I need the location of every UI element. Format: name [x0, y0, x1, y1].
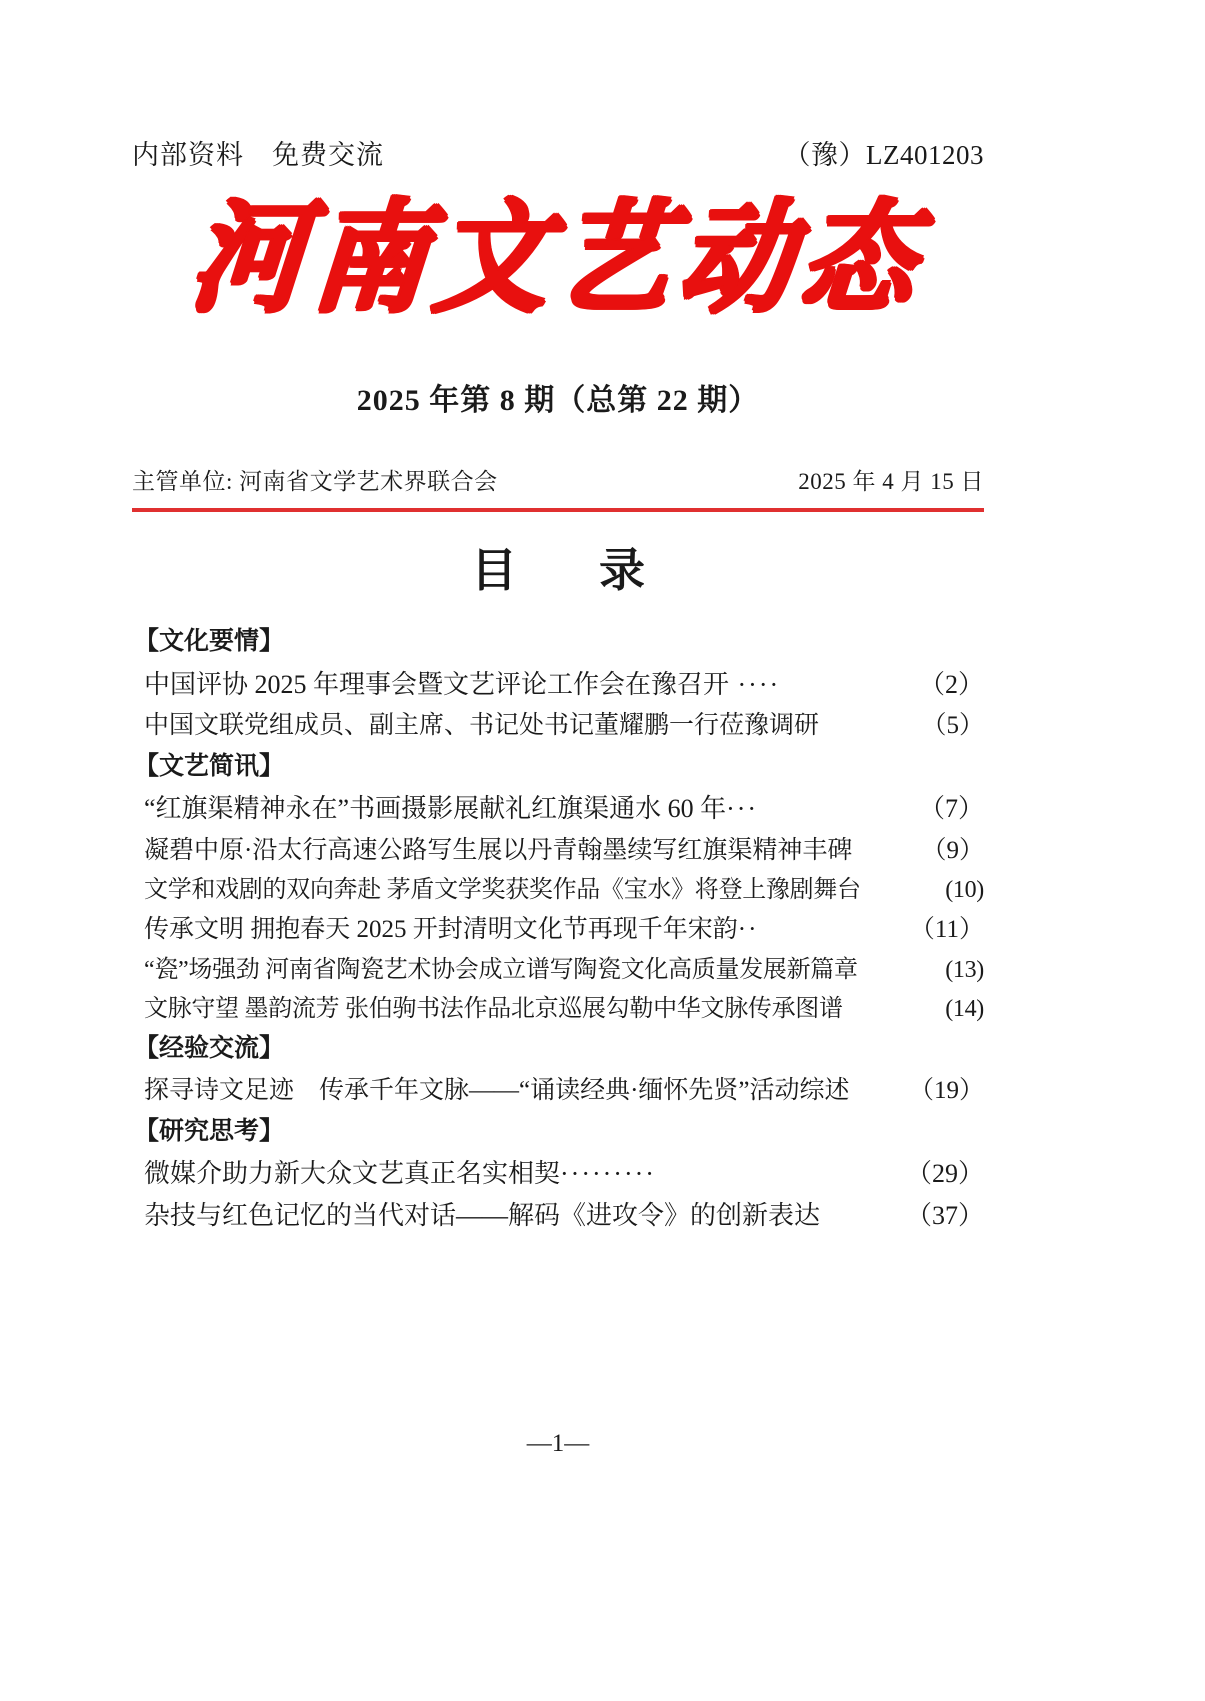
toc-entry-title: “瓷”场强劲 河南省陶瓷艺术协会成立谱写陶瓷文化高质量发展新篇章 — [144, 957, 858, 984]
toc-entry[interactable] — [144, 706, 984, 747]
toc-entry-title: 杂技与红色记忆的当代对话——解码《进攻令》的创新表达 — [144, 1201, 821, 1231]
internal-material-note: 内部资料 免费交流 — [132, 140, 384, 170]
toc-entry-page-number: （5） — [921, 711, 984, 739]
toc-entry[interactable] — [144, 1195, 984, 1237]
table-of-contents — [132, 622, 984, 1238]
toc-entry[interactable] — [144, 664, 984, 706]
toc-section-title: 【研究思考】 — [134, 1117, 285, 1145]
toc-entry-title: 文学和戏剧的双向奔赴 茅盾文学奖获奖作品《宝水》将登上豫剧舞台 — [144, 877, 861, 904]
toc-entry[interactable] — [144, 990, 984, 1029]
toc-entry-title: 中国评协 2025 年理事会暨文艺评论工作会在豫召开 — [144, 669, 730, 699]
toc-heading: 目 录 — [471, 545, 663, 596]
page-header — [132, 133, 984, 172]
toc-entry-page-number: （29） — [905, 1159, 984, 1189]
toc-entry-page-number: （19） — [908, 1076, 984, 1104]
page-content — [132, 0, 984, 1701]
toc-entry-leader-dots — [819, 706, 827, 747]
toc-entry-page-number: （37） — [905, 1201, 984, 1231]
toc-section-title: 【文化要情】 — [134, 628, 285, 655]
toc-entry-leader-dots: ···· — [729, 669, 789, 699]
toc-entry-page-number: (14) — [945, 996, 984, 1023]
toc-entry-leader-dots: ··· — [726, 794, 767, 824]
toc-entry[interactable] — [144, 910, 984, 951]
toc-entry-title: 传承文明 拥抱春天 2025 开封清明文化节再现千年宋韵 — [144, 916, 738, 944]
registration-number: （豫）LZ401203 — [783, 140, 984, 170]
toc-entry-page-number: （7） — [918, 794, 984, 824]
issue-number: 2025 年第 8 期（总第 22 期） — [356, 384, 760, 417]
toc-entry-leader-dots: ········· — [560, 1159, 665, 1189]
toc-entry[interactable] — [144, 831, 984, 872]
masthead — [132, 187, 984, 346]
toc-entry[interactable] — [144, 1153, 984, 1195]
toc-entry-title: 凝碧中原·沿太行高速公路写生展以丹青翰墨续写红旗渠精神丰碑 — [144, 836, 853, 864]
toc-entry[interactable] — [144, 1071, 984, 1112]
toc-entry-page-number: (10) — [945, 877, 984, 904]
toc-entry[interactable] — [144, 788, 984, 830]
toc-entry-title: 微媒介助力新大众文艺真正名实相契 — [144, 1159, 561, 1189]
toc-entry-leader-dots: ·· — [737, 916, 767, 944]
toc-entry-title: 文脉守望 墨韵流芳 张伯驹书法作品北京巡展勾勒中华文脉传承图谱 — [144, 996, 843, 1023]
toc-entry-page-number: （9） — [921, 836, 984, 864]
publication-title: 河南文艺动态 — [185, 187, 931, 330]
page-number-marker: —1— — [526, 1430, 590, 1457]
toc-entry-page-number: （11） — [909, 916, 984, 944]
toc-entry-title: 中国文联党组成员、副主席、书记处书记董耀鹏一行莅豫调研 — [144, 711, 820, 739]
supervising-authority: 主管单位: 河南省文学艺术界联合会 — [132, 469, 498, 494]
toc-entry[interactable] — [144, 951, 984, 990]
toc-entry-title: “红旗渠精神永在”书画摄影展献礼红旗渠通水 60 年 — [144, 794, 727, 824]
red-divider-rule — [132, 508, 984, 512]
publisher-row — [132, 463, 984, 496]
toc-entry-title: 探寻诗文足迹 传承千年文脉——“诵读经典·缅怀先贤”活动综述 — [144, 1076, 850, 1104]
toc-entry-page-number: （2） — [918, 669, 984, 699]
toc-entry[interactable] — [144, 871, 984, 910]
toc-section-title: 【文艺简讯】 — [134, 752, 285, 780]
toc-section-title: 【经验交流】 — [134, 1035, 285, 1063]
publication-date: 2025 年 4 月 15 日 — [798, 469, 984, 494]
toc-entry-page-number: (13) — [945, 957, 984, 984]
